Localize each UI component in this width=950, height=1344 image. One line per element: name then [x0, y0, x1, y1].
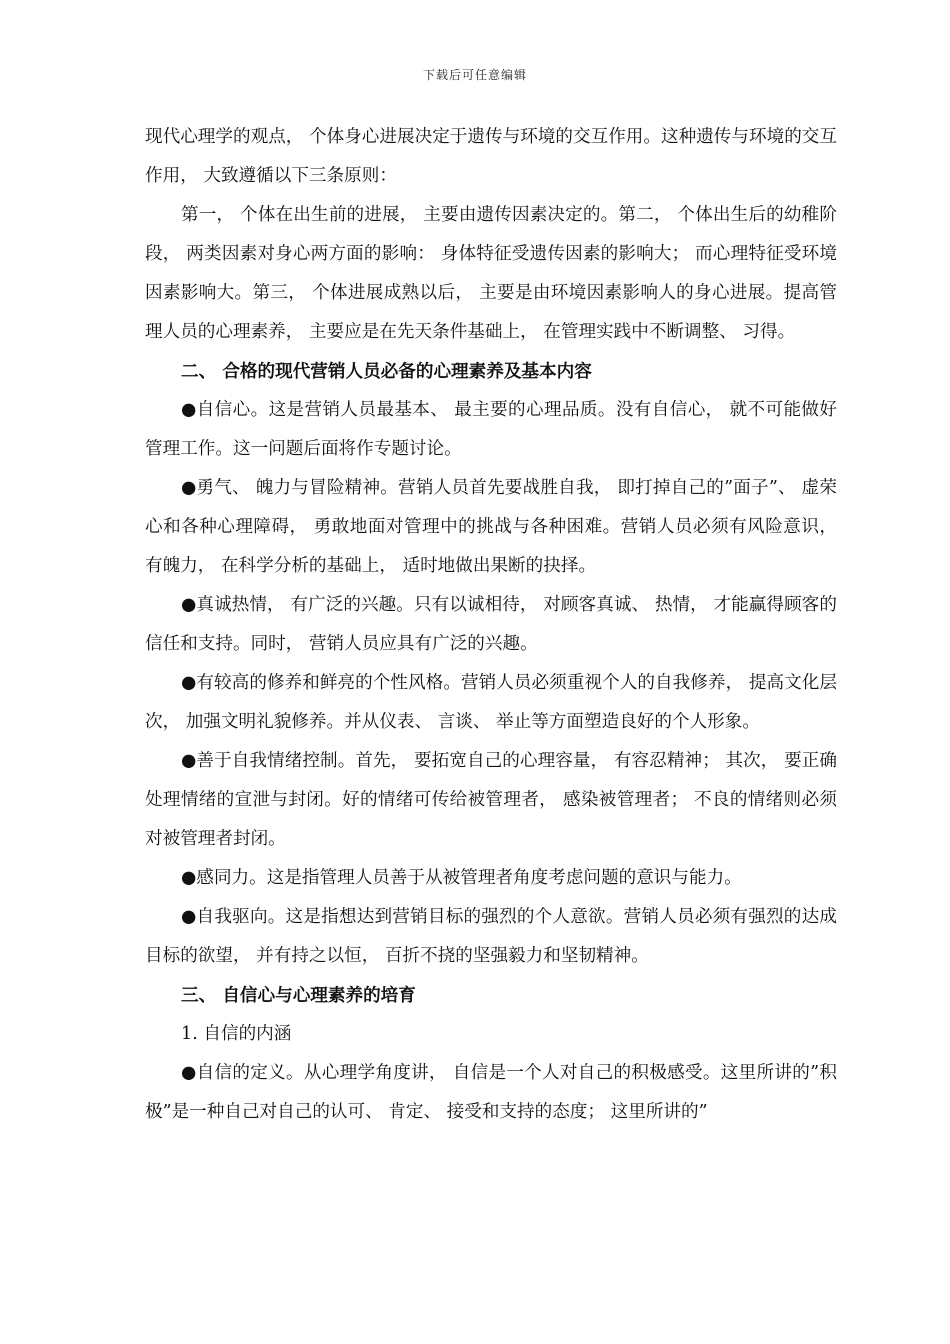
- bullet-courage: ●勇气、 魄力与冒险精神。营销人员首先要战胜自我， 即打掉自己的”面子”、 虚荣心和各种心理障碍， 勇敢地面对管理中的挑战与各种困难。营销人员必须有风险意识， 有魄力， 在科学分析的基础上， 适时地做出果断的抉择。: [145, 478, 837, 576]
- bullet-cultivation: ●有较高的修养和鲜亮的个性风格。营销人员必须重视个人的自我修养， 提高文化层次， 加强文明礼貌修养。并从仪表、 言谈、 举止等方面塑造良好的个人形象。: [145, 673, 837, 732]
- paragraph-intro: 现代心理学的观点， 个体身心进展决定于遗传与环境的交互作用。这种遗传与环境的交互作用， 大致遵循以下三条原则：: [145, 127, 837, 186]
- page-header: 下载后可任意编辑: [422, 68, 527, 82]
- bullet-definition: ●自信的定义。从心理学角度讲， 自信是一个人对自己的积极感受。这里所讲的”积极”是一种自己对自己的认可、 肯定、 接受和支持的态度； 这里所讲的”: [145, 1063, 837, 1122]
- section-heading-2: 二、 合格的现代营销人员必备的心理素养及基本内容: [181, 361, 592, 382]
- bullet-empathy: ●感同力。这是指管理人员善于从被管理者角度考虑问题的意识与能力。: [181, 868, 742, 888]
- bullet-emotion-control: ●善于自我情绪控制。首先， 要拓宽自己的心理容量， 有容忍精神； 其次， 要正确处理情绪的宣泄与封闭。好的情绪可传给被管理者， 感染被管理者； 不良的情绪则必须对被管理者封闭。: [145, 751, 837, 849]
- bullet-self-drive: ●自我驱向。这是指想达到营销目标的强烈的个人意欲。营销人员必须有强烈的达成目标的欲望， 并有持之以恒， 百折不挠的坚强毅力和坚韧精神。: [145, 907, 837, 966]
- paragraph-principles: 第一， 个体在出生前的进展， 主要由遗传因素决定的。第二， 个体出生后的幼稚阶段， 两类因素对身心两方面的影响： 身体特征受遗传因素的影响大； 而心理特征受环境因素影响大。第三， 个体进展成熟以后， 主要是由环境因素影响人的身心进展。提高管理人员的心理素养， 主要应是在先天条件基础上， 在管理实践中不断调整、 习得。: [145, 205, 837, 342]
- bullet-sincerity: ●真诚热情， 有广泛的兴趣。只有以诚相待， 对顾客真诚、 热情， 才能赢得顾客的信任和支持。同时， 营销人员应具有广泛的兴趣。: [145, 595, 837, 654]
- bullet-confidence: ●自信心。这是营销人员最基本、 最主要的心理品质。没有自信心， 就不可能做好管理工作。这一问题后面将作专题讨论。: [145, 400, 837, 459]
- document-body: [145, 118, 837, 1132]
- section-heading-3: 三、 自信心与心理素养的培育: [181, 985, 416, 1006]
- subsection-heading-1: 1. 自信的内涵: [181, 1024, 292, 1044]
